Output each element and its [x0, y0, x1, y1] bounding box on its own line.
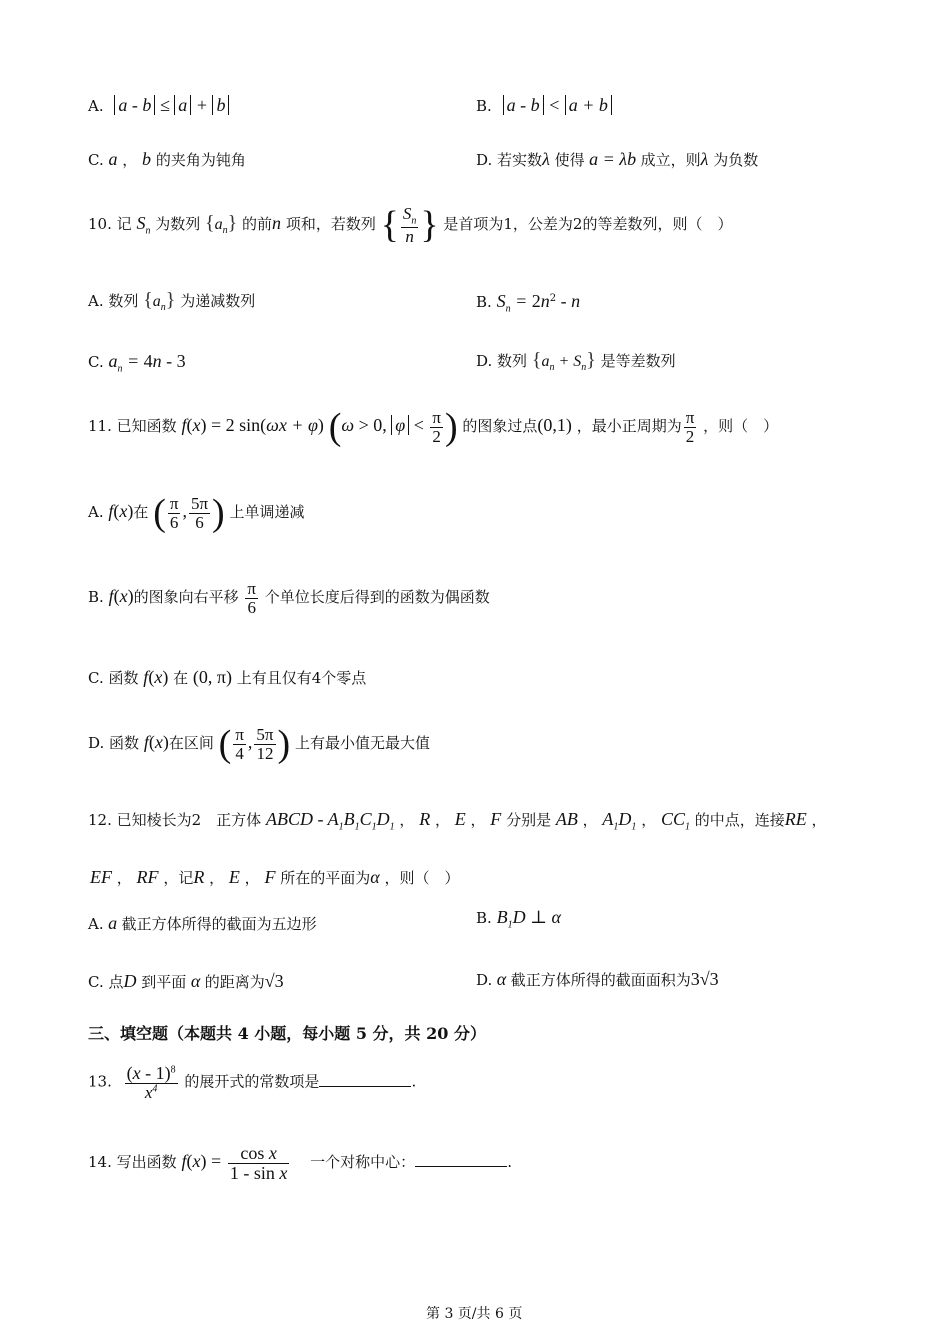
q12-option-d: D. α 截正方体所得的截面面积为3√3: [476, 969, 719, 989]
q10-option-d: D. 数列 $\{a_n + S_n\}$ 是等差数列: [476, 349, 676, 374]
q10-option-c: C. $a_n = 4n - 3$: [88, 351, 186, 375]
q12-stem-line2: EF ， RF ，记R ， E ， F 所在的平面为α ，则（ ）: [90, 867, 460, 887]
q14: 14. 写出函数 f(x) = $\frac{\text{cos x}}{\text{1 - sin x}}$ 一个对称中心： .: [88, 1143, 512, 1183]
q12-option-a: A. a 截正方体所得的截面为五边形: [88, 913, 317, 933]
q9-option-b: B. a - b < a + b: [476, 96, 612, 114]
q14-answer-blank[interactable]: [415, 1154, 507, 1167]
q11-stem: 11. 已知函数 f(x) = 2 sin(ωx + φ) (ω > 0, φ < $\frac{\pi}{2}$ ) 的图象过点(0,1) ，最小正周期为 $\frac{\pi}{2}$ ，则（ ）: [88, 406, 779, 448]
q11-option-d: D. 函数 f(x)在区间 ( $\frac{\pi}{4}$ , $\frac{5\pi}{12}$ ) 上有最小值无最大值: [88, 723, 430, 765]
q9-option-d: D. 若实数λ 使得 a = λb 成立，则λ 为负数: [476, 149, 759, 169]
q11-option-b: B. f(x)的图象向右平移 $\frac{\pi}{6}$ 个单位长度后得到的函数为偶函数: [88, 579, 490, 617]
q9-option-a: A. a - b ≤ a + b: [88, 96, 229, 114]
q11-option-a: A. f(x)在 ( $\frac{\pi}{6}$ , $\frac{5\pi}{6}$ ) 上单调递减: [88, 492, 305, 534]
q9-option-c: C. a ， b 的夹角为钝角: [88, 149, 246, 169]
q10-option-b: B. $S_n = 2n^2 - n$: [476, 291, 581, 315]
q13-answer-blank[interactable]: [319, 1074, 411, 1087]
q10-stem: 10. 记 $S_n$ 为数列 $\{a_n\}$ 的前n 项和，若数列 { $\frac{S_n}{n}$ } 是首项为1，公差为2的等差数列，则（ ）: [88, 204, 733, 247]
section-title: 三、填空题（本题共 4 小题，每小题 5 分，共 20 分）: [88, 1024, 486, 1043]
q12-stem-line1: 12. 已知棱长为2 正方体 ABCD - $A_1B_1C_1D_1$ ， R ， E ， F 分别是 AB ， $A_1D_1$ ， $CC_1$ 的中点，连接RE ，: [88, 809, 827, 833]
q12-option-c: C. 点D 到平面 α 的距离为√3: [88, 971, 284, 991]
q10-option-a: A. 数列 $\{a_n\}$ 为递减数列: [88, 289, 256, 314]
q12-option-b: B. $B_1D$ ⊥ α: [476, 907, 561, 931]
page-footer: 第 3 页/共 6 页: [426, 1306, 523, 1322]
q11-option-c: C. 函数 f(x) 在 (0, π) 上有且仅有4个零点: [88, 667, 367, 687]
q13: 13. $\frac{(x - 1)^8}{x^4}$ 的展开式的常数项是 .: [88, 1063, 417, 1102]
